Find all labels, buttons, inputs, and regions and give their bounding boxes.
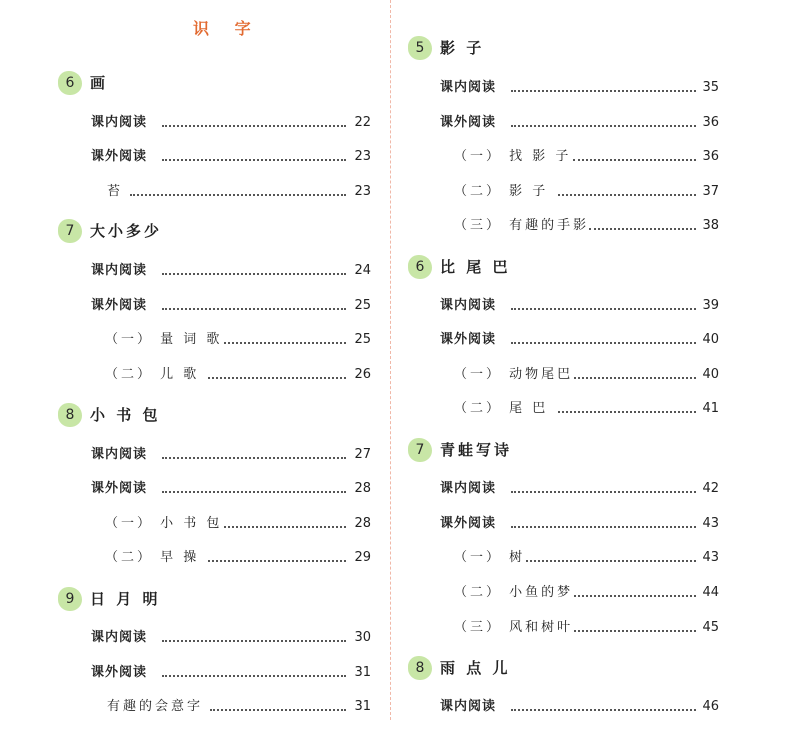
- entry-label: （一） 动物尾巴: [454, 367, 574, 382]
- page-number: 45: [702, 620, 719, 635]
- entry-label: 课外阅读: [440, 516, 497, 531]
- leader-dots: [511, 308, 696, 310]
- leader-dots: [224, 526, 346, 528]
- leader-dots: [574, 595, 696, 597]
- entry-label: （二） 早 操: [105, 550, 200, 565]
- lesson-header[interactable]: [408, 656, 728, 682]
- page-number: 39: [702, 298, 719, 313]
- leader-dots: [162, 491, 346, 493]
- entry-label: （二） 影 子: [454, 184, 549, 199]
- entry-label: （一） 树: [454, 550, 526, 565]
- page-number: 28: [354, 516, 371, 531]
- toc-entry[interactable]: [393, 583, 790, 603]
- lesson-number-badge: 6: [408, 255, 432, 279]
- entry-label: 课内阅读: [440, 298, 497, 313]
- entry-label: 课内阅读: [91, 115, 148, 130]
- entry-label: （三） 有趣的手影: [454, 218, 590, 233]
- toc-entry[interactable]: [393, 697, 790, 717]
- toc-entry[interactable]: [393, 548, 790, 568]
- leader-dots: [574, 630, 696, 632]
- lesson-header[interactable]: [408, 36, 728, 62]
- page-number: 31: [354, 665, 371, 680]
- page-number: 24: [354, 263, 371, 278]
- lesson-title: 青蛙写诗: [440, 441, 513, 459]
- page-number: 35: [702, 80, 719, 95]
- leader-dots: [162, 675, 346, 677]
- entry-label: （二） 尾 巴: [454, 401, 549, 416]
- toc-entry[interactable]: [0, 548, 390, 568]
- entry-label: 课外阅读: [91, 481, 148, 496]
- toc-entry[interactable]: [0, 182, 390, 202]
- entry-label: 课内阅读: [91, 263, 148, 278]
- page-number: 46: [702, 699, 719, 714]
- entry-label: 课内阅读: [91, 447, 148, 462]
- toc-entry[interactable]: [393, 113, 790, 133]
- entry-label: （三） 风和树叶: [454, 620, 574, 635]
- page-number: 36: [702, 115, 719, 130]
- entry-label: 有趣的会意字: [107, 699, 204, 714]
- leader-dots: [589, 228, 696, 230]
- leader-dots: [162, 457, 346, 459]
- leader-dots: [558, 411, 696, 413]
- entry-label: 课外阅读: [91, 298, 148, 313]
- toc-entry[interactable]: [393, 365, 790, 385]
- leader-dots: [511, 709, 696, 711]
- toc-entry[interactable]: [393, 399, 790, 419]
- leader-dots: [511, 125, 696, 127]
- lesson-header[interactable]: [408, 255, 728, 281]
- page-number: 42: [702, 481, 719, 496]
- entry-label: 课外阅读: [91, 665, 148, 680]
- page-number: 25: [354, 298, 371, 313]
- toc-entry[interactable]: [393, 147, 790, 167]
- entry-label: 课内阅读: [91, 630, 148, 645]
- lesson-number-badge: 7: [408, 438, 432, 462]
- page-number: 31: [354, 699, 371, 714]
- leader-dots: [224, 342, 346, 344]
- leader-dots: [511, 342, 696, 344]
- lesson-header[interactable]: [58, 219, 378, 245]
- section-title: 识 字: [193, 19, 261, 38]
- toc-entry[interactable]: [393, 216, 790, 236]
- leader-dots: [558, 194, 696, 196]
- leader-dots: [162, 125, 346, 127]
- toc-entry[interactable]: [0, 330, 390, 350]
- toc-entry[interactable]: [393, 618, 790, 638]
- toc-entry[interactable]: [0, 479, 390, 499]
- page-number: 23: [354, 149, 371, 164]
- page-number: 37: [702, 184, 719, 199]
- page-number: 30: [354, 630, 371, 645]
- page-number: 25: [354, 332, 371, 347]
- toc-entry[interactable]: [0, 697, 390, 717]
- lesson-number-badge: 7: [58, 219, 82, 243]
- leader-dots: [210, 709, 346, 711]
- lesson-number-badge: 8: [58, 403, 82, 427]
- toc-entry[interactable]: [393, 330, 790, 350]
- toc-entry[interactable]: [0, 147, 390, 167]
- lesson-title: 影 子: [440, 39, 485, 57]
- page-number: 28: [354, 481, 371, 496]
- entry-label: （二） 儿 歌: [105, 367, 200, 382]
- entry-label: 课外阅读: [440, 115, 497, 130]
- entry-label: （一） 找 影 子: [454, 149, 572, 164]
- leader-dots: [208, 377, 346, 379]
- page-number: 43: [702, 516, 719, 531]
- toc-entry[interactable]: [393, 182, 790, 202]
- leader-dots: [130, 194, 346, 196]
- lesson-header[interactable]: [408, 438, 728, 464]
- toc-entry[interactable]: [0, 296, 390, 316]
- leader-dots: [162, 159, 346, 161]
- entry-label: 课外阅读: [91, 149, 148, 164]
- page-number: 29: [354, 550, 371, 565]
- toc-entry[interactable]: [393, 514, 790, 534]
- toc-entry[interactable]: [0, 113, 390, 133]
- lesson-number-badge: 5: [408, 36, 432, 60]
- page-number: 43: [702, 550, 719, 565]
- entry-label: 课外阅读: [440, 332, 497, 347]
- toc-entry[interactable]: [393, 78, 790, 98]
- leader-dots: [208, 560, 346, 562]
- toc-entry[interactable]: [0, 261, 390, 281]
- page-number: 40: [702, 367, 719, 382]
- toc-entry[interactable]: [0, 628, 390, 648]
- lesson-title: 小 书 包: [90, 406, 161, 424]
- page-number: 38: [702, 218, 719, 233]
- leader-dots: [526, 560, 696, 562]
- leader-dots: [574, 377, 696, 379]
- entry-label: （一） 量 词 歌: [105, 332, 223, 347]
- entry-label: （二） 小鱼的梦: [454, 585, 574, 600]
- entry-label: 课内阅读: [440, 80, 497, 95]
- page-number: 36: [702, 149, 719, 164]
- lesson-title: 日 月 明: [90, 590, 161, 608]
- column-divider: [390, 0, 391, 720]
- leader-dots: [511, 526, 696, 528]
- lesson-number-badge: 8: [408, 656, 432, 680]
- page-number: 26: [354, 367, 371, 382]
- lesson-header[interactable]: [58, 71, 378, 97]
- toc-entry[interactable]: [393, 479, 790, 499]
- entry-label: 苔: [107, 184, 124, 199]
- page-number: 22: [354, 115, 371, 130]
- lesson-number-badge: 9: [58, 587, 82, 611]
- entry-label: 课内阅读: [440, 481, 497, 496]
- page-number: 44: [702, 585, 719, 600]
- leader-dots: [573, 159, 696, 161]
- lesson-title: 雨 点 儿: [440, 659, 511, 677]
- entry-label: 课内阅读: [440, 699, 497, 714]
- leader-dots: [511, 491, 696, 493]
- toc-entry[interactable]: [0, 663, 390, 683]
- toc-entry[interactable]: [0, 445, 390, 465]
- lesson-number-badge: 6: [58, 71, 82, 95]
- page-number: 27: [354, 447, 371, 462]
- lesson-title: 比 尾 巴: [440, 258, 511, 276]
- leader-dots: [162, 273, 346, 275]
- leader-dots: [162, 640, 346, 642]
- entry-label: （一） 小 书 包: [105, 516, 223, 531]
- page-number: 41: [702, 401, 719, 416]
- lesson-title: 画: [90, 74, 109, 92]
- lesson-title: 大小多少: [90, 222, 163, 240]
- toc-entry[interactable]: [0, 365, 390, 385]
- toc-entry[interactable]: [0, 514, 390, 534]
- leader-dots: [511, 90, 696, 92]
- toc-entry[interactable]: [393, 296, 790, 316]
- page-number: 23: [354, 184, 371, 199]
- leader-dots: [162, 308, 346, 310]
- lesson-header[interactable]: [58, 587, 378, 613]
- lesson-header[interactable]: [58, 403, 378, 429]
- page-number: 40: [702, 332, 719, 347]
